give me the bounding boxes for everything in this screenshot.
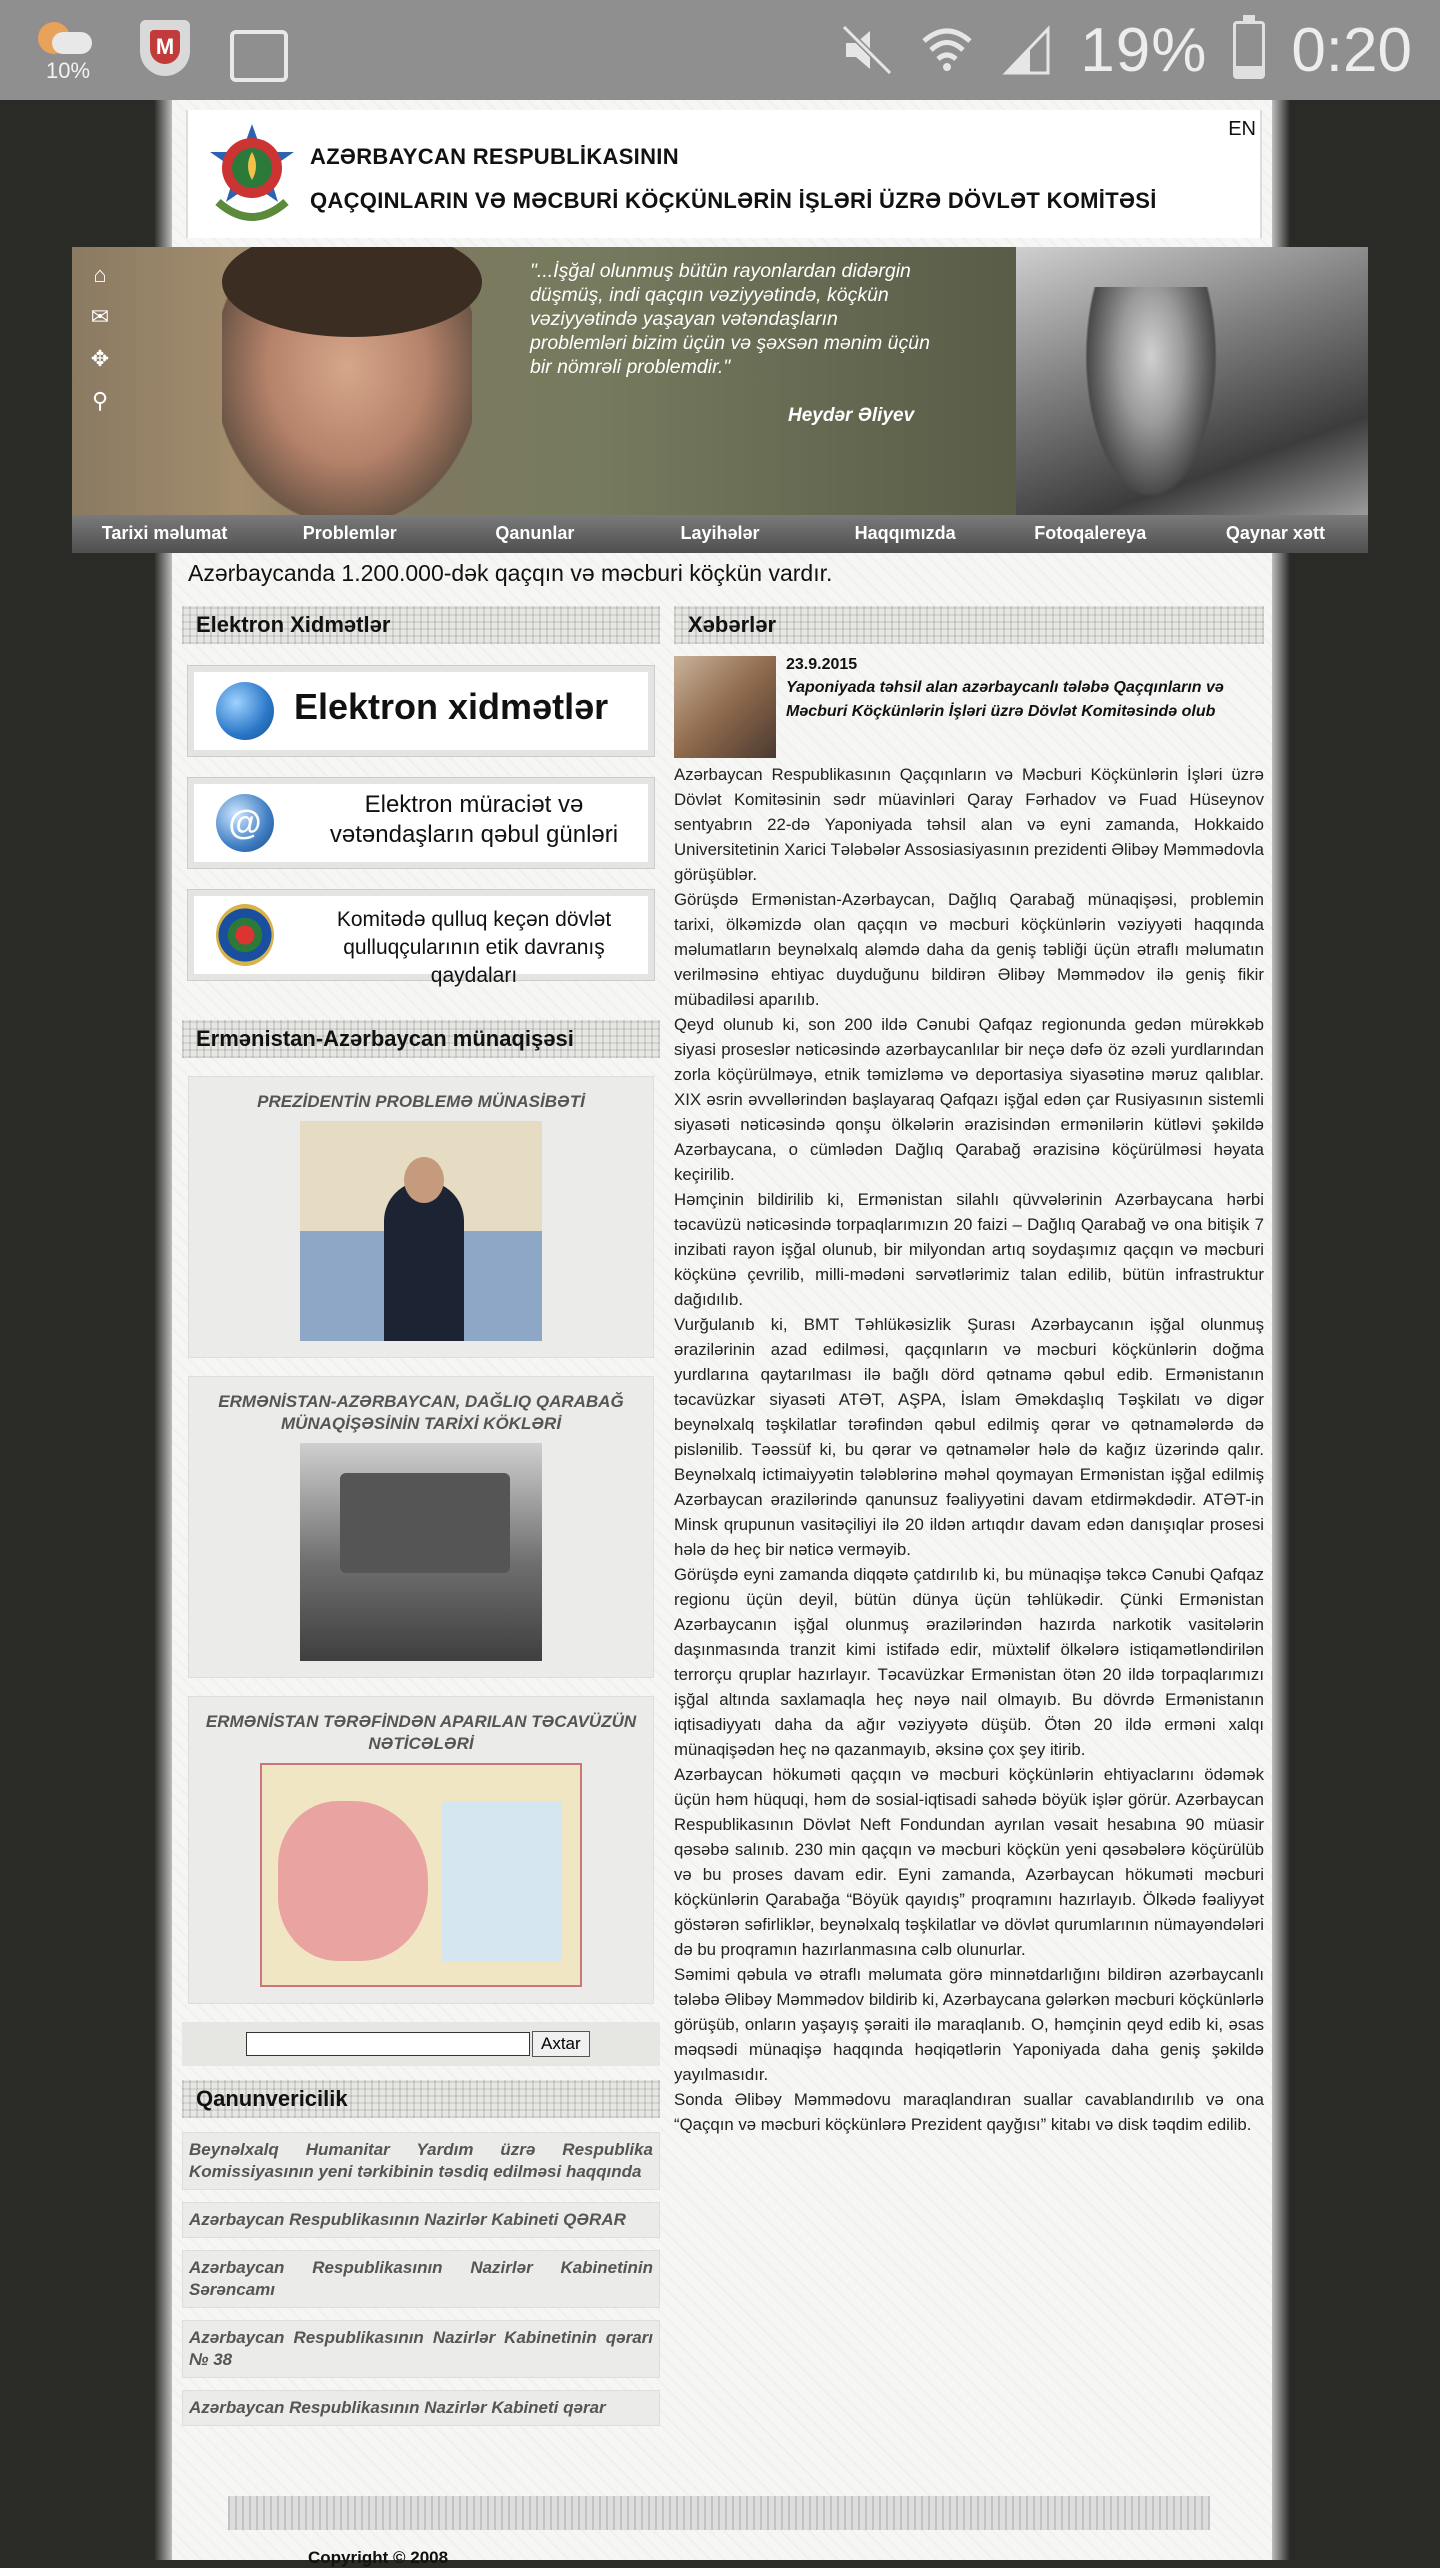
eservices-banner[interactable]	[188, 666, 654, 756]
mute-icon	[840, 23, 894, 77]
eappeal-banner[interactable]	[188, 778, 654, 868]
emblem-icon[interactable]	[202, 122, 302, 230]
banner-icon-bar	[86, 261, 114, 415]
search-input[interactable]	[246, 2032, 530, 2056]
site-title-line2: QAÇQINLARIN VƏ MƏCBURİ KÖÇKÜNLƏRİN İŞLƏRİ ÜZRƏ DÖVLƏT KOMİTƏSİ	[310, 188, 1157, 213]
language-link[interactable]: EN	[1228, 118, 1256, 140]
weather-icon	[30, 14, 100, 84]
nav-hotline[interactable]: Qaynar xətt	[1225, 523, 1325, 543]
conflict-card-title[interactable]: PREZİDENTİN PROBLEMƏ MÜNASİBƏTİ	[257, 1092, 585, 1111]
law-link[interactable]: Azərbaycan Respublikasının Nazirlər Kabinetinin qərarı № 38	[182, 2320, 660, 2378]
mcafee-shield-icon: M	[140, 20, 190, 76]
conflict-card-title[interactable]: ERMƏNİSTAN-AZƏRBAYCAN, DAĞLIQ QARABAĞ MÜNAQİŞƏSİNİN TARİXİ KÖKLƏRİ	[218, 1392, 624, 1433]
article-paragraph: Vurğulanıb ki, BMT Təhlükəsizlik Şurası Azərbaycanın işğal olunmuş ərazilərinin azad edilməsi, qaçqınların və məcburi köçkünlərin doğma yurdlarına qaytarılması ilə bağlı dörd qətnamə qəbul edib. Ermənistanın təcavüzkar siyasəti ATƏT, AŞPA, İslam Əməkdaşlıq Təşkilatı və digər beynəlxalq təşkilatlar tərəfindən qəbul edilmiş qərar və qətnamələrdə də pislənilib. Təəssüf ki, bu qərar və qətnamələr hələ də kağız üzərində qalır. Beynəlxalq ictimaiyyətin tələblərinə məhəl qoymayan Ermənistan işğal edilmiş Azərbaycan ərazilərində qanunsuz fəaliyyətini davam etdirməkdədir. ATƏT-in Minsk qrupunun vasitəçiliyi ilə 20 ildən artıqdır davam edən danışıqlar prosesi hələ də heç bir nəticə verməyib.	[674, 1315, 1264, 1559]
law-link[interactable]: Azərbaycan Respublikasının Nazirlər Kabineti qərar	[182, 2390, 660, 2426]
article-paragraph: Qeyd olunub ki, son 200 ildə Cənubi Qafqaz regionunda gedən mürəkkəb siyasi proseslər nəticəsində azərbaycanlılar bir neçə dəfə öz əzəli yurdlarından zorla köçürülməyə, etnik təmizləmə və deportasiya siyasətinə məruz qalıblar. XIX əsrin əvvəllərindən başlayaraq Qafqazı işğal edən çar Rusiyasının sistemli siyasəti nəticəsində qonşu ölkələrin ərazisindən ermənilərin kütləvi şəkildə Azərbaycana, o cümlədən Dağlıq Qarabağ ərazisinə köçürülməsi həyata keçirilib.	[674, 1015, 1264, 1184]
site-header	[186, 110, 1262, 238]
search-button[interactable]: Axtar	[532, 2031, 590, 2057]
news-date: 23.9.2015	[786, 656, 858, 673]
battery-percent: 19%	[1080, 15, 1208, 85]
nav-projects[interactable]: Layihələr	[680, 523, 760, 543]
search-bar	[182, 2022, 660, 2066]
conflict-heading: Ermənistan-Azərbaycan münaqişəsi	[182, 1020, 660, 1058]
sitemap-icon[interactable]: ✥	[90, 346, 110, 371]
search-icon[interactable]: ⚲	[91, 388, 109, 413]
nav-about[interactable]: Haqqımızda	[854, 523, 956, 543]
globe-icon	[216, 682, 274, 740]
law-link[interactable]: Azərbaycan Respublikasının Nazirlər Kabinetinin Sərəncamı	[182, 2250, 660, 2308]
article-paragraph: Həmçinin bildirilib ki, Ermənistan silahlı qüvvələrinin Azərbaycana hərbi təcavüzü nəticəsində torpaqlarımızın 20 faizi – Dağlıq Qarabağ və ona bitişik 7 inzibati rayon işğal olunub, bir milyondan artıq soydaşımız qaçqın və məcburi köçkünə çevrilib, milli-mədəni sərvətlərimiz talan edilib, bütün infrastruktur dağıdılıb.	[674, 1190, 1264, 1309]
emblem-small-icon	[216, 904, 274, 966]
eappeal-banner-label: Elektron müraciət və vətəndaşların qəbul günləri	[329, 791, 619, 848]
ticker-text: Azərbaycanda 1.200.000-dək qaçqın və məcburi köçkün vardır.	[188, 560, 833, 586]
left-column	[182, 606, 660, 2426]
wifi-icon	[920, 23, 974, 77]
article-paragraph: Görüşdə eyni zamanda diqqətə çatdırılıb ki, bu münaqişə təkcə Cənubi Qafqaz regionu üçün deyil, bütün dünya üçün təhlükədir. Çünki Ermənistan Azərbaycanın işğal olunmuş ərazilərindən hazırda narkotik vasitələrin daşınmasında tranzit kimi istifadə edir, müxtəlif ölkələrə istiqamətləndirilən terrorçu qruplar hazırlayır. Təcavüzkar Ermənistan ötən 20 ildə torpaqlarımızı işğal altında saxlamaqla heç nəyə nail olmayıb. Bu dövrdə Ermənistanın iqtisadiyyatı daha da ağır vəziyyətə düşüb. Ötən 20 ildə erməni xalqı münaqişədən heç nə qazanmayıb, əksinə çox şey itirib.	[674, 1565, 1264, 1759]
conflict-card-president[interactable]	[188, 1076, 654, 1358]
refugees-photo[interactable]	[300, 1443, 542, 1661]
president-photo[interactable]	[300, 1121, 542, 1341]
site-title-line1: AZƏRBAYCAN RESPUBLİKASININ	[310, 144, 679, 169]
nav-photo-gallery[interactable]: Fotoqalereya	[1034, 523, 1147, 543]
signal-icon	[1000, 23, 1054, 77]
conflict-card-aggression[interactable]	[188, 1696, 654, 2004]
conflict-card-history[interactable]	[188, 1376, 654, 1678]
at-globe-icon: @	[216, 794, 274, 852]
article-paragraph: Azərbaycan hökuməti qaçqın və məcburi köçkünlərin ehtiyaclarını ödəmək üçün həm hüquqi, həm də sosial-iqtisadi sahədə böyük işlər görür. Azərbaycan Respublikasının Dövlət Neft Fondundan ayrılan vəsait hesabına 90 müasir qəsəbə salınıb. 230 min qaçqın və məcburi köçkün yeni qəsəbələrə köçürülüb və bu proses davam edir. Eyni zamanda, Azərbaycan hökuməti məcburi köçkünlərin Qarabağa “Böyük qayıdış” proqramını hazırlayıb. Ölkədə fəaliyyət göstərən səfirliklər, beynəlxalq təşkilatlar və dövlət qurumlarının nümayəndələri də bu proqramın hazırlanmasına cəlb olunurlar.	[674, 1765, 1264, 1959]
nav-history[interactable]: Tarixi məlumat	[101, 523, 228, 543]
ethics-banner[interactable]	[188, 890, 654, 987]
mail-icon[interactable]: ✉	[90, 304, 110, 329]
news-thumbnail[interactable]	[674, 656, 776, 758]
news-heading: Xəbərlər	[674, 606, 1264, 644]
status-bar	[0, 0, 1440, 100]
hero-banner	[72, 247, 1368, 515]
battery-icon	[1233, 21, 1265, 79]
news-column	[674, 606, 1264, 2137]
law-link[interactable]: Beynəlxalq Humanitar Yardım üzrə Respublika Komissiyasının yeni tərkibinin təsdiq edilməsi haqqında	[182, 2132, 660, 2190]
conflict-card-title[interactable]: ERMƏNİSTAN TƏRƏFİNDƏN APARILAN TƏCAVÜZÜN NƏTİCƏLƏRİ	[205, 1712, 637, 1753]
copyright-text: Copyright © 2008	[308, 2548, 449, 2567]
nav-laws[interactable]: Qanunlar	[495, 523, 575, 543]
article-paragraph: Görüşdə Ermənistan-Azərbaycan, Dağlıq Qarabağ münaqişəsi, problemin tarixi, ölkəmizdə olan qaçqın və məcburi köçkünlərin vəziyyəti haqqında məlumatların beynəlxalq aləmdə daha da geniş təbliği üçün ətraflı məlumatın verilməsinə ehtiyac duyduğunu bildirən Əlibəy Məmmədov ilə geniş fikir mübadiləsi aparılıb.	[674, 890, 1264, 1009]
article-paragraph: Sonda Əlibəy Məmmədovu maraqlandıran suallar cavablandırılıb və ona “Qaçqın və məcburi köçkünlərə Prezident qayğısı” kitabı və disk təqdim edilib.	[674, 2090, 1264, 2134]
main-nav	[72, 515, 1368, 553]
banner-quote-author: Heydər Əliyev	[788, 405, 915, 426]
legislation-heading: Qanunvericilik	[182, 2080, 660, 2118]
ethics-banner-label: Komitədə qulluq keçən dövlət qulluqçularının etik davranış qaydaları	[336, 908, 612, 987]
news-item-header[interactable]	[674, 656, 1264, 768]
nav-problems[interactable]: Problemlər	[302, 523, 397, 543]
clock: 0:20	[1291, 15, 1412, 85]
footer-divider	[228, 2496, 1210, 2530]
news-headline[interactable]: Yaponiyada təhsil alan azərbaycanlı tələbə Qaçqınların və Məcburi Köçkünlərin İşləri üzrə Dövlət Komitəsində olub	[786, 679, 1224, 720]
news-article	[674, 762, 1264, 2137]
eservices-heading: Elektron Xidmətlər	[182, 606, 660, 644]
home-icon[interactable]: ⌂	[93, 262, 107, 287]
article-paragraph: Səmimi qəbula və ətraflı məlumata görə minnətdarlığını bildirən azərbaycanlı tələbə Əlibəy Məmmədov bildirib ki, Azərbaycana gələrkən məcburi köçkünlərlə görüşüb, onların yaşayış şəraiti ilə maraqlanıb. O, həmçinin qeyd edib ki, əsas məqsədi münaqişə haqqında həqiqətlərin Yaponiyada daha geniş şəkildə yayılmasıdır.	[674, 1965, 1264, 2084]
article-paragraph: Azərbaycan Respublikasının Qaçqınların və Məcburi Köçkünlərin İşləri üzrə Dövlət Komitəsinin sədr müavinləri Qaray Fərhadov və Fuad Hüseynov sentyabrın 22-də Yaponiyada təhsil alan və eyni zamanda, Hokkaido Universitetinin Xarici Tələbələr Assosiasiyasının prezidenti Əlibəy Məmmədovla görüşüblər.	[674, 765, 1264, 884]
law-link[interactable]: Azərbaycan Respublikasının Nazirlər Kabineti QƏRAR	[182, 2202, 660, 2238]
banner-quote: "...İşğal olunmuş bütün rayonlardan didərgin düşmüş, indi qaçqın vəziyyətində, köçkün vəziyyətində yaşayan vətəndaşların problemləri bizim üçün və şəxsən mənim üçün bir nömrəli problemdir."	[530, 260, 930, 378]
clipboard-icon	[230, 30, 288, 82]
banner-photo-woman	[1016, 247, 1368, 515]
occupation-map-image[interactable]	[260, 1763, 582, 1987]
weather-percent: 10%	[46, 58, 91, 83]
eservices-banner-label: Elektron xidmətlər	[294, 686, 609, 727]
